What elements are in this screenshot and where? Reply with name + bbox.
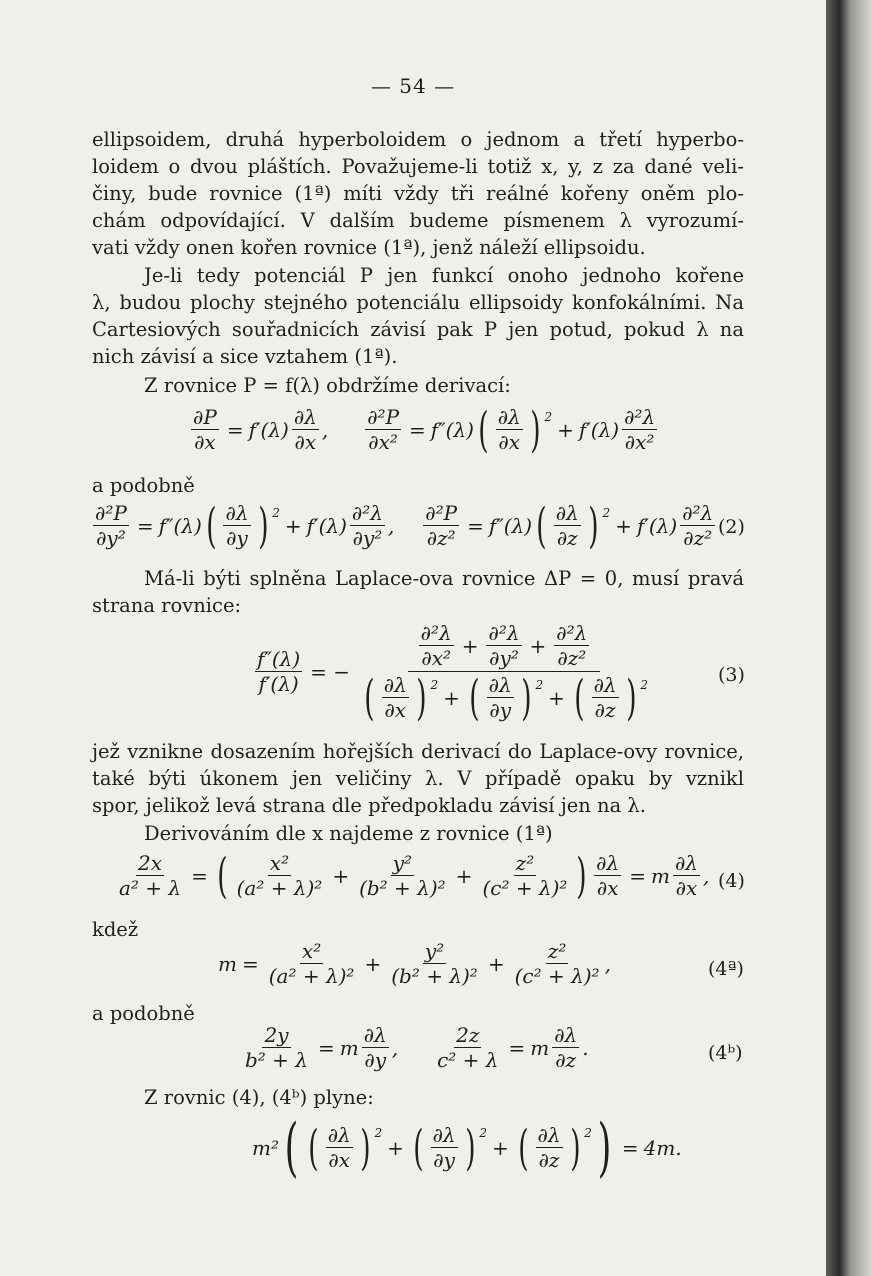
text-line: Derivováním dle x najdeme z rovnice (1ª) (144, 822, 553, 845)
equation-number-4: (4) (718, 870, 745, 892)
text-line: Je-li tedy potenciál P jen funkcí onoho jednoho kořene (144, 264, 744, 287)
label-kdez: kdež (92, 918, 139, 941)
paragraph-5 (92, 565, 744, 619)
paragraph-3 (92, 372, 744, 399)
equation-number-2: (2) (718, 516, 745, 538)
text-line: Cartesiových souřadnicích závisí pak P jen potud, pokud λ na (92, 318, 744, 341)
text-line: spor, jelikož levá strana dle předpokladu závisí jen na λ. (92, 794, 646, 817)
equation-number-4b: (4ᵇ) (708, 1042, 743, 1064)
equation-first-derivatives: $\frac{\partial P}{\partial x}$ = f′(λ) $\frac{\partial\lambda}{\partial x}$ , $\frac{\text{∂²P}}{\text{∂x²}}$ = f″(λ) ( ∂λ ∂x ) $^2$ + f′(λ) $\frac{\text{∂²λ}}{\text{∂x²}}$ (193, 401, 656, 458)
book-binding-gutter (826, 0, 871, 1276)
paragraph-6 (92, 738, 744, 819)
paragraph-1 (92, 126, 744, 261)
text-line: ellipsoidem, druhá hyperboloidem o jednom a třetí hyperbo- (92, 128, 744, 151)
equation-4b: $\frac{2y}{\text{b² + λ}}$ = m $\frac{\partial\lambda}{\partial y}$ , $\frac{2z}{\text{c² + λ}}$ = m $\frac{\partial\lambda}{\partial z}$ . (245, 1023, 589, 1072)
equation-2: $\frac{\text{∂²P}}{\text{∂y²}}$ = f″(λ) ( ∂λ ∂y ) $^2$ + f′(λ) $\frac{\text{∂²λ}}{\text{∂y²}}$ , $\frac{\text{∂²P}}{\text{∂z²}}$ = f″(λ) ( ∂λ ∂z ) $^2$ + f′(λ) $\frac{\text{∂²λ}}{\text{∂z²}}$ (95, 497, 714, 554)
label-a-podobne: a podobně (92, 474, 195, 497)
equation-3: $\frac{f''(\lambda)}{f'(\lambda)}$ = − ∂²λ ∂x² + $\frac{\text{∂²λ}}{\text{∂y²}}$ + $\frac{\text{∂²λ}}{\text{∂z²}}$ ( ∂λ ∂x ) $^2$ + ( ∂λ ∂y ) $^2$ + ( ∂λ ∂z ) $^2$ (257, 621, 648, 726)
equation-final: m² ( ( ∂λ ∂x ) $^2$ + ( ∂λ ∂y ) $^2$ + ( ∂λ ∂z ) $^2$ ) = 4m. (252, 1110, 682, 1185)
page-number: — 54 — (370, 74, 456, 98)
text-line: strana rovnice: (92, 594, 242, 617)
equation-number-3: (3) (718, 664, 745, 686)
text-line: nich závisí a sice vztahem (1ª). (92, 345, 398, 368)
equation-number-4a: (4ª) (708, 958, 744, 980)
paragraph-10 (92, 1084, 744, 1111)
equation-4a: m = $\frac{\text{x²}}{\text{(a² + λ)²}}$ + $\frac{\text{y²}}{\text{(b² + λ)²}}$ + $\frac{\text{z²}}{\text{(c² + λ)²}}$ , (218, 939, 611, 988)
text-line: λ, budou plochy stejného potenciálu ellipsoidy konfokálními. Na (92, 291, 744, 314)
paragraph-2 (92, 262, 744, 370)
paragraph-7 (92, 820, 744, 847)
text-line: jež vznikne dosazením hořejších derivací do Laplace-ovy rovnice, (92, 740, 744, 763)
equation-4: $\frac{2x}{\text{a² + λ}}$ = ( x² (a² + λ)² + $\frac{\text{y²}}{\text{(b² + λ)²}}$ + $\frac{\text{z²}}{\text{(c² + λ)²}}$ ) $\frac{\partial\lambda}{\partial x}$ = m $\frac{\partial\lambda}{\partial x}$ , (119, 847, 710, 904)
text-line: Z rovnice P = f(λ) obdržíme derivací: (144, 374, 511, 397)
label-a-podobne-2: a podobně (92, 1002, 195, 1025)
text-line: Má-li býti splněna Laplace-ova rovnice ΔP = 0, musí pravá (144, 567, 744, 590)
text-line: chám odpovídající. V dalším budeme písmenem λ vyrozumí- (92, 209, 744, 232)
text-line: vati vždy onen kořen rovnice (1ª), jenž náleží ellipsoidu. (92, 236, 646, 259)
text-line: loidem o dvou pláštích. Považujeme-li totiž x, y, z za dané veli- (92, 155, 744, 178)
text-line: Z rovnic (4), (4ᵇ) plyne: (144, 1086, 374, 1109)
text-line: činy, bude rovnice (1ª) míti vždy tři reálné kořeny oněm plo- (92, 182, 744, 205)
text-line: také býti úkonem jen veličiny λ. V případě opaku by vznikl (92, 767, 744, 790)
